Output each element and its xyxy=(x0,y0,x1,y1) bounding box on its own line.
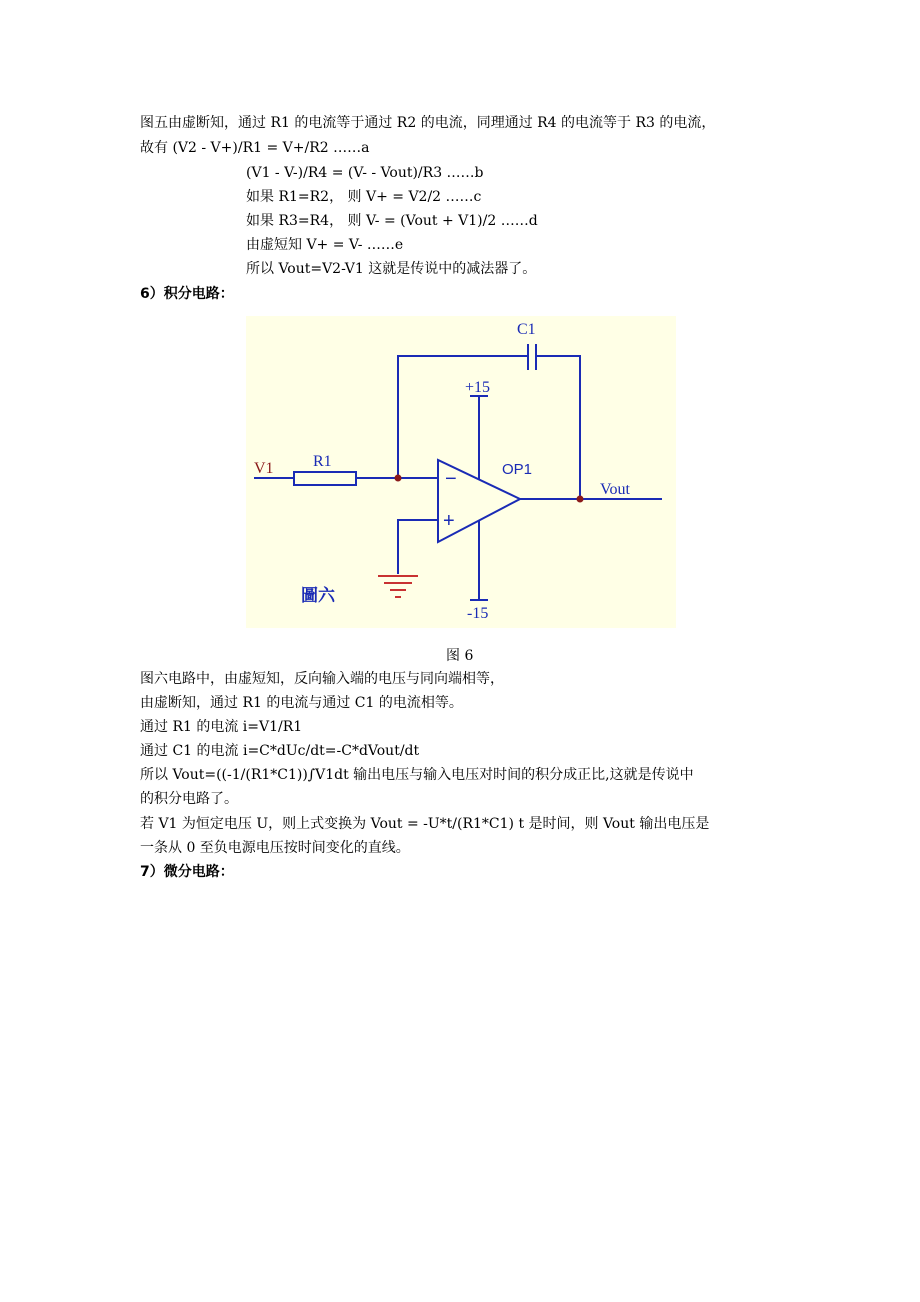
equation-e: 由虚短知 V+ = V- ……e xyxy=(246,237,404,253)
junction-node-input xyxy=(395,475,402,482)
body-line-1: 图六电路中，由虚短知，反向输入端的电压与同向端相等， xyxy=(140,671,504,687)
label-vout: Vout xyxy=(600,481,630,498)
conclusion-line: 所以 Vout=V2-V1 这就是传说中的减法器了。 xyxy=(246,261,537,277)
body-line-5: 所以 Vout=((-1/(R1*C1))∫V1dt 输出电压与输入电压对时间的积分成正比,这就是传说中 xyxy=(140,767,694,783)
label-noninverting-sign: + xyxy=(443,510,455,532)
body-line-7: 若 V1 为恒定电压 U，则上式变换为 Vout = -U*t/(R1*C1) t 是时间，则 Vout 输出电压是 xyxy=(140,816,710,832)
section-heading-6: 6）积分电路： xyxy=(140,286,234,302)
label-op1: OP1 xyxy=(502,461,533,478)
body-line-3: 通过 R1 的电流 i=V1/R1 xyxy=(140,719,303,735)
body-line-6: 的积分电路了。 xyxy=(140,791,238,807)
section-heading-7: 7）微分电路： xyxy=(140,864,234,880)
label-inverting-sign: − xyxy=(445,468,457,490)
text-line-2: 故有 (V2 - V+)/R1 = V+/R2 ……a xyxy=(140,140,370,156)
label-v1: V1 xyxy=(254,460,274,477)
label-c1: C1 xyxy=(517,321,536,338)
equation-d: 如果 R3=R4， 则 V- = (Vout + V1)/2 ……d xyxy=(246,213,538,229)
figure-caption: 图 6 xyxy=(446,648,474,664)
label-plus15: +15 xyxy=(465,379,491,396)
figure-label: 圖六 xyxy=(301,586,335,606)
equation-c: 如果 R1=R2， 则 V+ = V2/2 ……c xyxy=(246,189,482,205)
label-r1: R1 xyxy=(313,453,332,470)
body-line-2: 由虚断知，通过 R1 的电流与通过 C1 的电流相等。 xyxy=(140,695,463,711)
integrator-circuit-diagram xyxy=(246,316,676,628)
body-line-8: 一条从 0 至负电源电压按时间变化的直线。 xyxy=(140,840,410,856)
body-line-4: 通过 C1 的电流 i=C*dUc/dt=-C*dVout/dt xyxy=(140,743,420,759)
junction-node-output xyxy=(577,496,584,503)
text-line-1: 图五由虚断知，通过 R1 的电流等于通过 R2 的电流，同理通过 R4 的电流等于 R3 的电流， xyxy=(140,115,716,131)
equation-b: (V1 - V-)/R4 = (V- - Vout)/R3 ……b xyxy=(246,165,484,181)
label-minus15: -15 xyxy=(467,605,489,622)
